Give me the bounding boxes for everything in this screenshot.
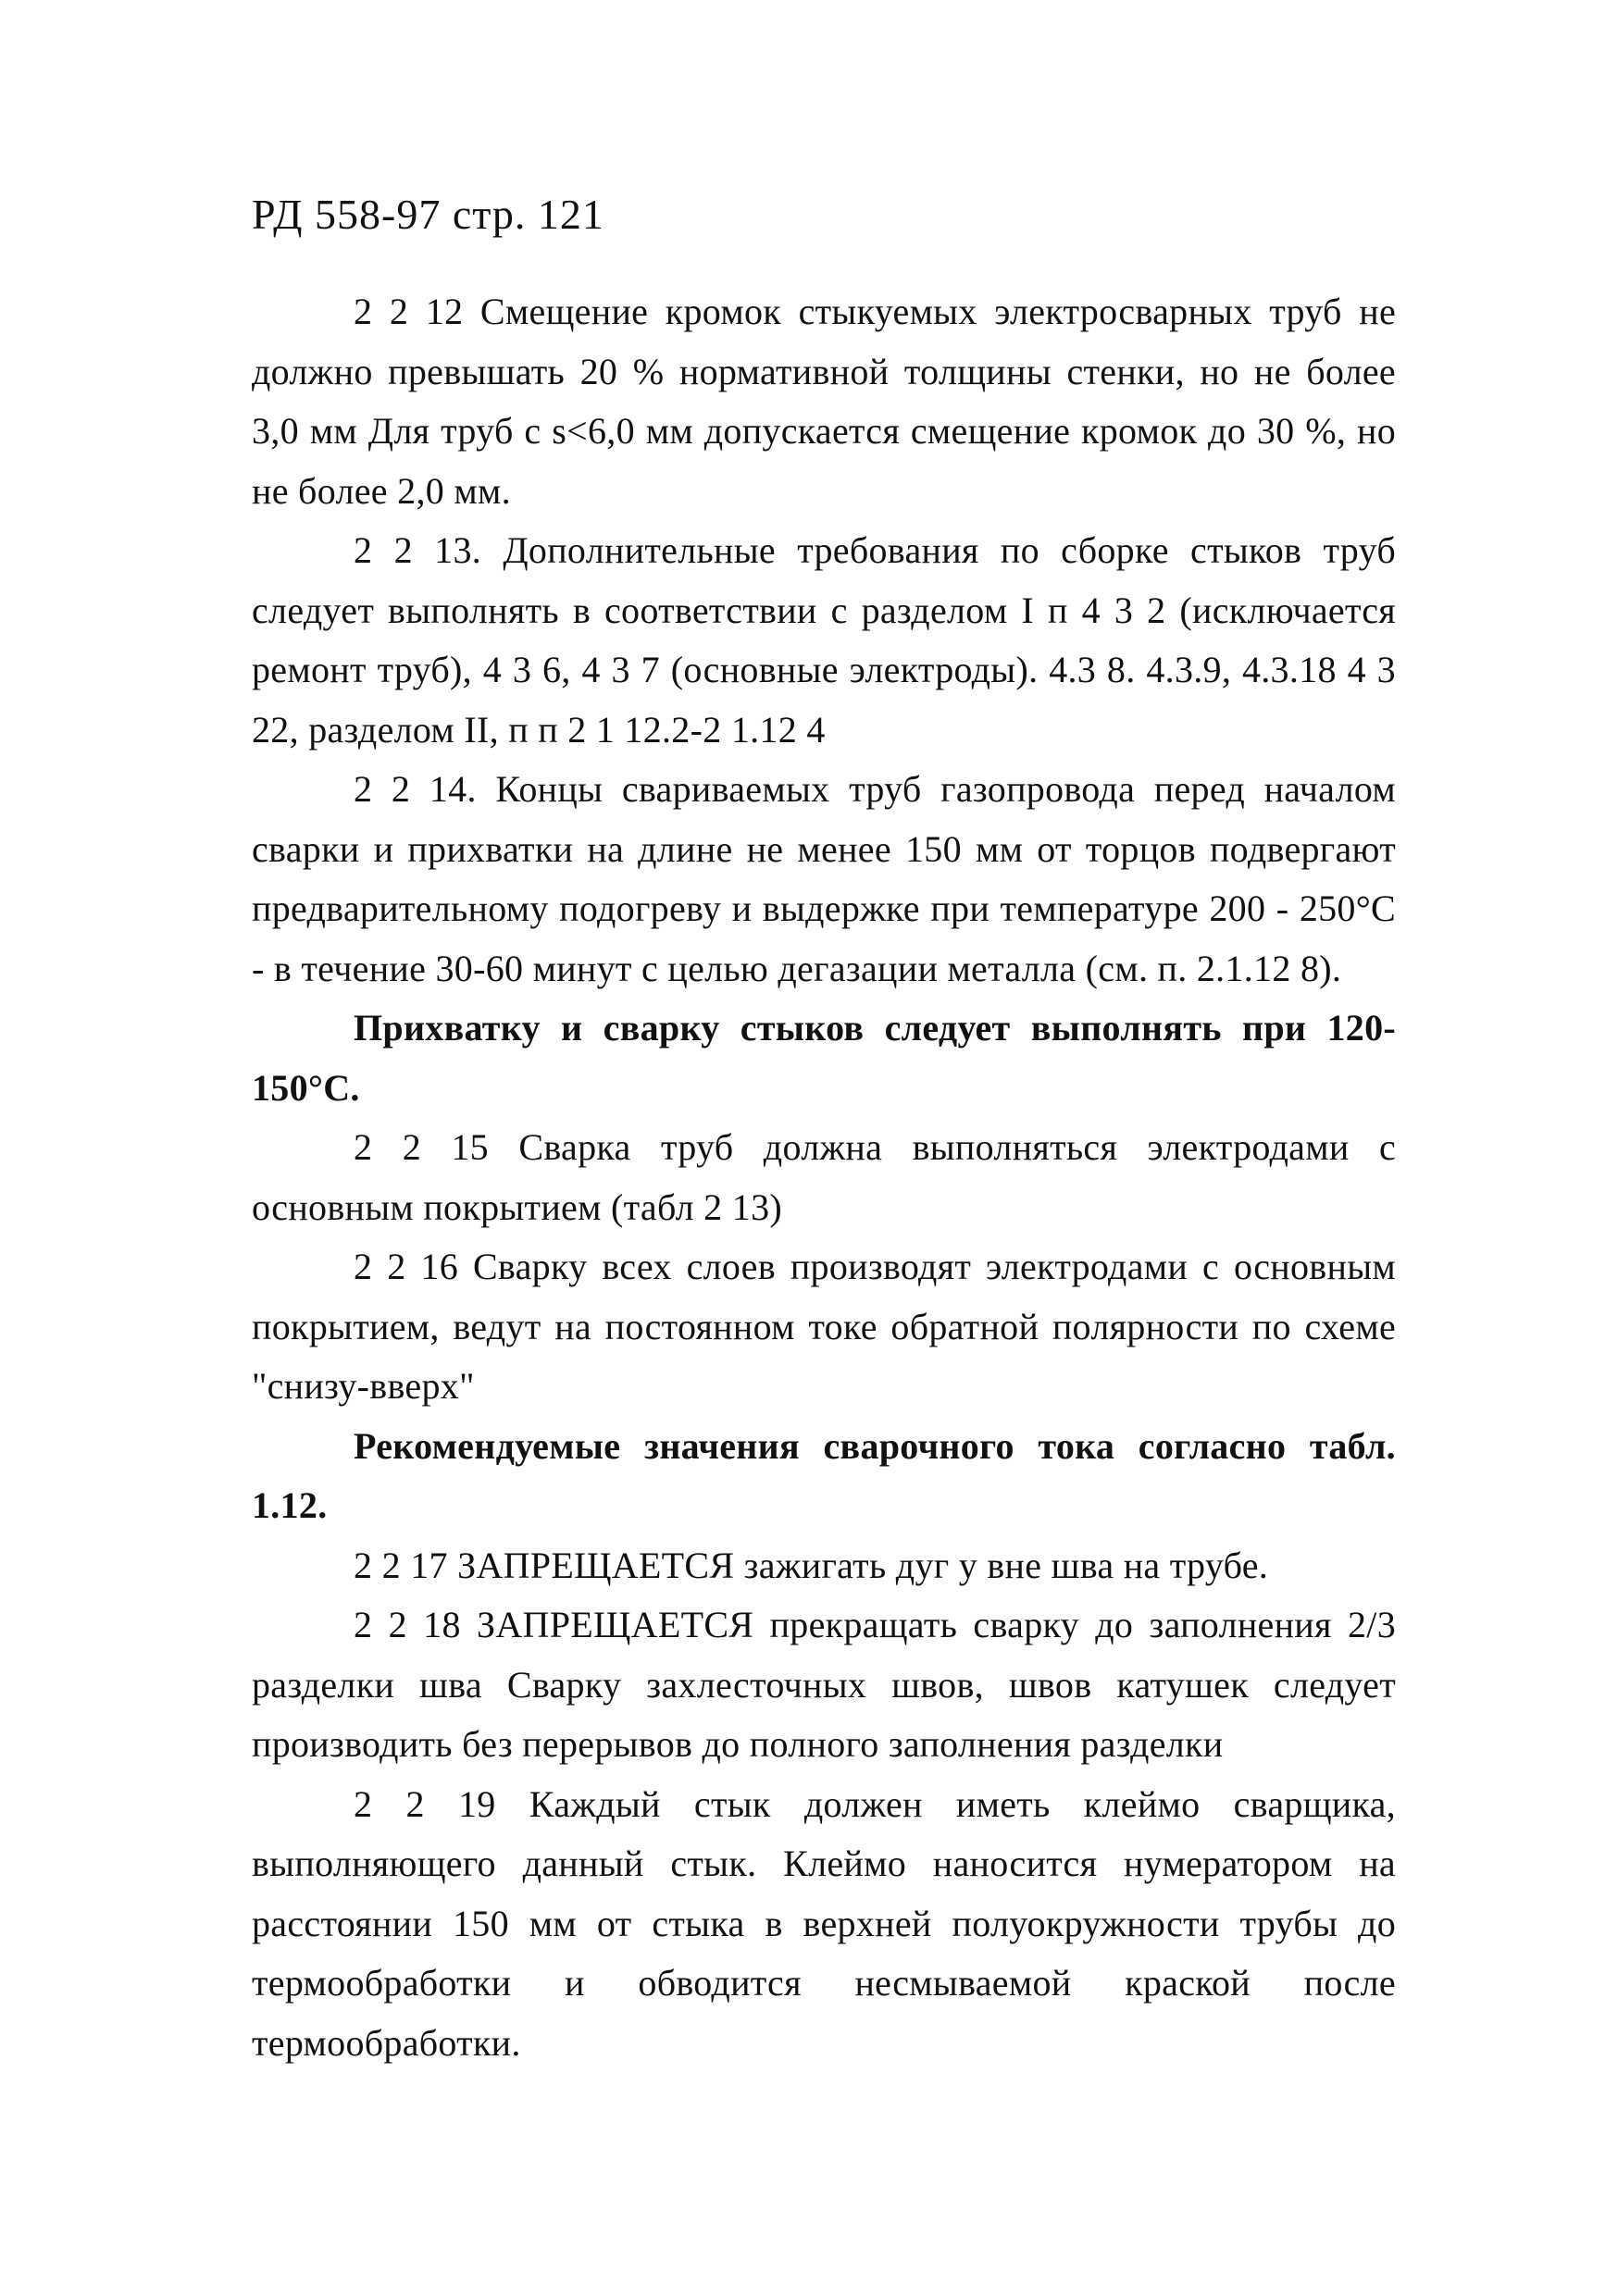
paragraph-2-2-15: 2 2 15 Сварка труб должна выполняться электродами с основным покрытием (табл 2 13)	[252, 1126, 1396, 1228]
paragraph-2-2-12: 2 2 12 Смещение кромок стыкуемых электросварных труб не должно превышать 20 % нормативной толщины стенки, но не более 3,0 мм Для труб с s<6,0 мм допускается смещение кромок до 30 %, но не более 2,0 мм.	[252, 291, 1396, 512]
paragraph-2-2-19: 2 2 19 Каждый стык должен иметь клеймо сварщика, выполняющего данный стык. Клеймо наносится нумератором на расстоянии 150 мм от стыка в верхней полуокружности трубы до термообработки и обводится несмываемой краской после термообработки.	[252, 1782, 1396, 2064]
paragraph-2-2-18: 2 2 18 ЗАПРЕЩАЕТСЯ прекращать сварку до заполнения 2/3 разделки шва Сварку захлесточных швов, швов катушек следует производить без перерывов до полного заполнения разделки	[252, 1604, 1396, 1765]
page-header: РД 558-97 стр. 121	[252, 191, 604, 238]
paragraph-2-2-16: 2 2 16 Сварку всех слоев производят электродами с основным покрытием, ведут на постоянном токе обратной полярности по схеме "снизу-вверх"	[252, 1246, 1396, 1407]
paragraph-2-2-13: 2 2 13. Дополнительные требования по сборке стыков труб следует выполнять в соответствии с разделом I п 4 3 2 (исключается ремонт труб), 4 3 6, 4 3 7 (основные электроды). 4.3 8. 4.3.9, 4.3.18 4 3 22, разделом II, п п 2 1 12.2-2 1.12 4	[252, 529, 1396, 751]
paragraph-2-2-14: 2 2 14. Концы свариваемых труб газопровода перед началом сварки и прихватки на длине не менее 150 мм от торцов подвергают предварительному подогреву и выдержке при температуре 200 - 250°С - в течение 30-60 минут с целью дегазации металла (см. п. 2.1.12 8).	[252, 768, 1396, 989]
paragraph-tack-welding: Прихватку и сварку стыков следует выполнять при 120-150°С.	[252, 1007, 1396, 1109]
document-body	[252, 282, 1396, 2073]
paragraph-current-recommendation: Рекомендуемые значения сварочного тока согласно табл. 1.12.	[252, 1424, 1396, 1526]
paragraph-2-2-17: 2 2 17 ЗАПРЕЩАЕТСЯ зажигать дуг у вне шва на трубе.	[354, 1544, 1269, 1586]
